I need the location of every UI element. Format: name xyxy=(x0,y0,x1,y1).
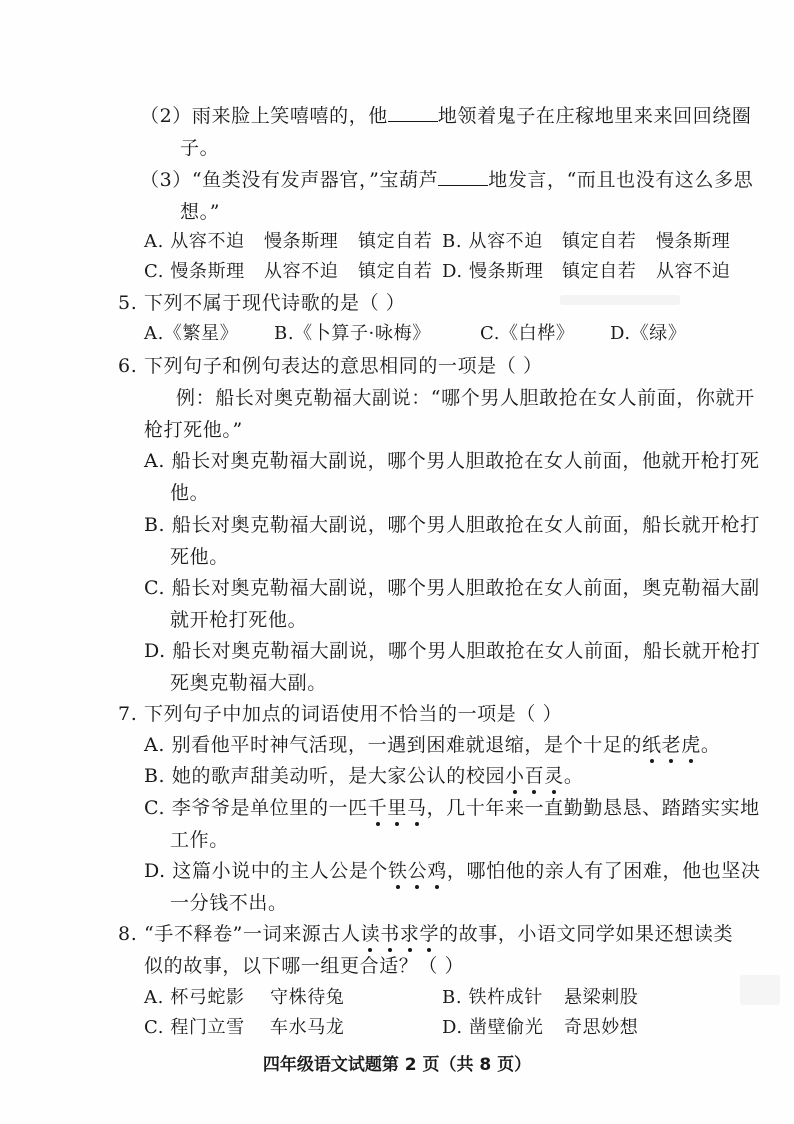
scan-smudge xyxy=(560,295,680,305)
dotted-word xyxy=(505,765,564,787)
q4-option-d-2: 镇定自若 xyxy=(562,261,637,282)
q4-sentence-3-cont xyxy=(180,200,220,224)
q7-stem: 7. 下列句子中加点的词语使用不恰当的一项是（ ） xyxy=(118,703,563,725)
dotted-word xyxy=(368,797,427,819)
q5-option-c[interactable]: C.《白桦》 xyxy=(480,323,575,344)
q4-option-a-2: 慢条斯理 xyxy=(264,231,339,252)
q6-option-b-cont: 死他。 xyxy=(170,546,229,568)
q5-option-d[interactable]: D.《绿》 xyxy=(610,323,687,344)
page-footer: 四年级语文试题第 2 页（共 8 页） xyxy=(262,1055,532,1075)
q8-stem-cont: 似的故事，以下哪一组更合适？（ ） xyxy=(144,955,465,977)
q4-option-a-1: A. 从容不迫 xyxy=(144,231,245,252)
answer-blank[interactable] xyxy=(388,105,438,122)
q4-s2-text-a: （2）雨来脸上笑嘻嘻的，他 xyxy=(140,105,388,127)
q4-sentence-3 xyxy=(140,168,753,192)
dotted-char: 虎 xyxy=(681,734,701,756)
q8-option-d-2: 奇思妙想 xyxy=(564,1017,639,1038)
q4-option-b[interactable]: B. 从容不迫 xyxy=(442,231,543,252)
q7-a-text: A. 别看他平时神气活现，一遇到困难就退缩，是个十足的 xyxy=(144,734,643,756)
dotted-char: 小 xyxy=(505,765,525,787)
q8-option-b-2: 悬梁刺股 xyxy=(564,987,639,1008)
dotted-char: 鸡 xyxy=(427,860,447,882)
q8-stem xyxy=(118,922,733,946)
dotted-char: 求 xyxy=(399,923,420,945)
q4-option-d-3: 从容不迫 xyxy=(656,261,731,282)
q7-option-a[interactable] xyxy=(144,733,720,757)
dotted-char: 老 xyxy=(661,734,682,756)
q5-stem: 5. 下列不属于现代诗歌的是（ ） xyxy=(118,292,406,314)
q6-example-line-2: 枪打死他。” xyxy=(144,419,243,441)
dotted-char: 纸 xyxy=(642,734,662,756)
q6-option-c[interactable]: C. 船长对奥克勒福大副说，哪个男人胆敢抢在女人前面，奥克勒福大副 xyxy=(144,577,760,599)
q6-option-d-cont: 死奥克勒福大副。 xyxy=(170,672,327,694)
dotted-char: 马 xyxy=(406,797,427,819)
q8-stem-text-post: 的故事，小语文同学如果还想读类 xyxy=(439,923,734,945)
q8-stem-text: 8. “手不释卷”一词来源古人 xyxy=(118,923,361,945)
q6-option-d[interactable]: D. 船长对奥克勒福大副说，哪个男人胆敢抢在女人前面，船长就开枪打 xyxy=(144,640,761,662)
q4-s3-text-a: （3）“鱼类没有发声器官，”宝葫芦 xyxy=(140,169,439,191)
q4-option-a-3: 镇定自若 xyxy=(358,231,433,252)
dotted-char: 读 xyxy=(360,923,381,945)
dotted-word xyxy=(388,860,447,882)
q4-sentence-2-cont xyxy=(180,136,219,160)
q7-option-d-cont: 一分钱不出。 xyxy=(170,892,288,914)
q7-option-c-cont: 工作。 xyxy=(170,829,229,851)
q7-b-punct: 。 xyxy=(563,765,584,787)
q4-option-c-3: 镇定自若 xyxy=(358,261,433,282)
q4-sentence-2 xyxy=(140,104,752,128)
q8-option-d[interactable]: D. 凿壁偷光 xyxy=(442,1017,544,1038)
q6-example-line-1: 例：船长对奥克勒福大副说：“哪个男人胆敢抢在女人前面，你就开 xyxy=(176,387,755,409)
q7-option-c[interactable] xyxy=(144,796,760,820)
q4-s2-text-b: 地领着鬼子在庄稼地里来来回回绕圈 xyxy=(437,105,752,127)
q7-option-d[interactable] xyxy=(144,859,760,883)
q7-d-text: D. 这篇小说中的主人公是个 xyxy=(144,860,389,882)
q8-option-a[interactable]: A. 杯弓蛇影 xyxy=(144,987,245,1008)
q5-option-b[interactable]: B.《卜算子·咏梅》 xyxy=(274,323,431,344)
dotted-char: 学 xyxy=(419,923,440,945)
q4-s3-text-b: 地发言，“而且也没有这么多思 xyxy=(488,169,754,191)
q6-option-c-cont: 就开枪打死他。 xyxy=(170,609,308,631)
q8-option-b[interactable]: B. 铁杵成针 xyxy=(442,987,543,1008)
q4-option-b-3: 慢条斯理 xyxy=(656,231,731,252)
q7-b-text: B. 她的歌声甜美动听，是大家公认的校园 xyxy=(144,765,506,787)
q4-s3-text-c: 想。” xyxy=(180,201,221,223)
dotted-char: 铁 xyxy=(388,860,408,882)
dotted-word xyxy=(361,923,439,945)
answer-blank[interactable] xyxy=(438,169,488,186)
dotted-char: 百 xyxy=(524,765,545,787)
q5-option-a[interactable]: A.《繁星》 xyxy=(144,323,239,344)
q8-option-c-2: 车水马龙 xyxy=(270,1017,345,1038)
q7-c-text-post: ，几十年来一直勤勤恳恳、踏踏实实地 xyxy=(426,797,760,819)
q8-option-a-2: 守株待兔 xyxy=(270,987,345,1008)
q4-s2-text-c: 子。 xyxy=(180,137,220,159)
q6-option-b[interactable]: B. 船长对奥克勒福大副说，哪个男人胆敢抢在女人前面，船长就开枪打 xyxy=(144,514,760,536)
dotted-char: 里 xyxy=(387,797,407,819)
q6-stem: 6. 下列句子和例句表达的意思相同的一项是（ ） xyxy=(118,355,543,377)
dotted-char: 公 xyxy=(407,860,428,882)
q7-c-text: C. 李爷爷是单位里的一匹 xyxy=(144,797,368,819)
q7-a-punct: 。 xyxy=(700,734,721,756)
q4-option-a[interactable] xyxy=(144,230,245,254)
scan-smudge xyxy=(740,975,780,1005)
q4-option-c-2: 从容不迫 xyxy=(264,261,339,282)
q7-d-text-post: ，哪怕他的亲人有了困难，他也坚决 xyxy=(446,860,761,882)
q7-option-b[interactable] xyxy=(144,764,583,788)
q6-option-a[interactable]: A. 船长对奥克勒福大副说，哪个男人胆敢抢在女人前面，他就开枪打死 xyxy=(144,450,760,472)
q4-option-d[interactable]: D. 慢条斯理 xyxy=(442,261,544,282)
dotted-char: 灵 xyxy=(544,765,564,787)
dotted-word xyxy=(642,734,701,756)
dotted-char: 书 xyxy=(380,923,400,945)
q4-option-c[interactable]: C. 慢条斯理 xyxy=(144,261,245,282)
q4-option-b-2: 镇定自若 xyxy=(562,231,637,252)
q8-option-c[interactable]: C. 程门立雪 xyxy=(144,1017,245,1038)
dotted-char: 千 xyxy=(367,797,388,819)
q6-option-a-cont: 他。 xyxy=(170,482,210,504)
